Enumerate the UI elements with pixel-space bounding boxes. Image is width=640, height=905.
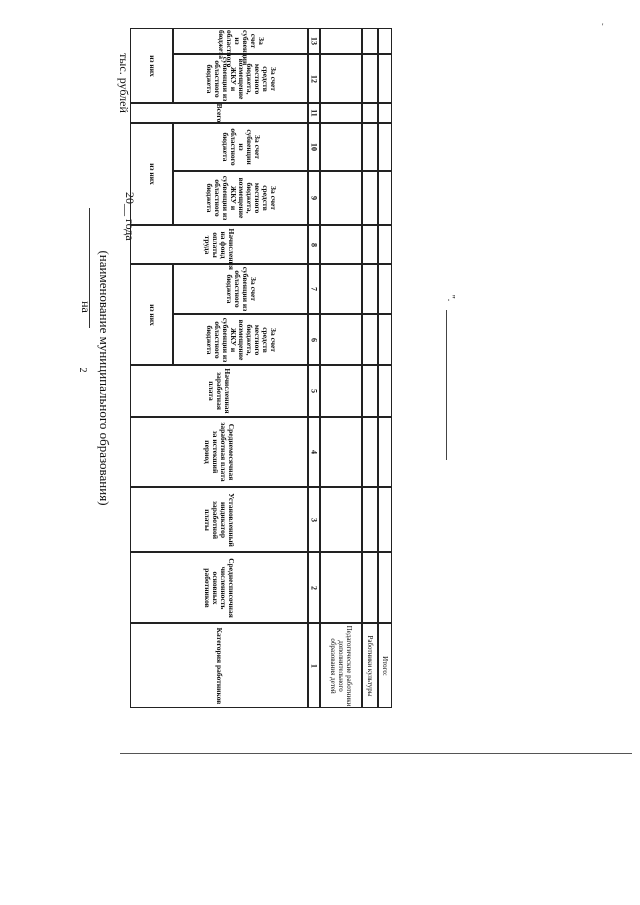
- header-col-8: [130, 225, 308, 270]
- row-1-label-text: Педагогические работники дополнительного образования детей: [329, 625, 353, 706]
- header-col-3-text: Установленный индикатор заработной платы: [203, 492, 236, 547]
- header-col-11: [130, 103, 308, 123]
- column-number-1-text: 1: [309, 663, 319, 668]
- column-number-13-text: 13: [309, 37, 319, 45]
- header-of-which-3: [130, 28, 173, 103]
- column-number-12-text: 12: [309, 74, 319, 83]
- page-number: 2: [77, 367, 88, 373]
- municipality-caption: (наименование муниципального образования): [97, 250, 112, 506]
- column-number-9-text: 9: [309, 196, 319, 200]
- signature-line: [446, 310, 447, 460]
- header-col-1: [130, 623, 308, 708]
- header-of-which-2: [130, 123, 173, 225]
- header-col-5: [130, 365, 308, 417]
- header-col-5-text: Начисленная заработная плата: [207, 368, 232, 414]
- header-col-13-text: За счет субвенции из областного бюджета: [216, 30, 266, 68]
- header-col-9: [173, 171, 308, 225]
- column-number-2-text: 2: [309, 585, 319, 590]
- header-col-6: [173, 314, 308, 365]
- header-of-which-3-text: из них: [147, 54, 157, 77]
- column-number-7-text: 7: [309, 287, 319, 291]
- column-number-11-text: 11: [309, 109, 319, 117]
- signature-quote: ".: [445, 294, 456, 302]
- column-number-6-text: 6: [309, 337, 319, 342]
- spacer: [174, 28, 175, 29]
- column-number-5-text: 5: [309, 389, 319, 393]
- header-col-11-text: Всего: [215, 103, 224, 123]
- row-2-label-text: Работники культуры: [366, 634, 374, 696]
- header-col-10: [173, 123, 308, 171]
- bottom-divider: [120, 753, 632, 754]
- table-top-edge: [130, 28, 390, 38]
- header-col-9-text: За счет средств местного бюджета, возмещение ЖКУ и субвенции из областного бюджета: [204, 175, 278, 221]
- header-col-6-text: За счет средств местного бюджета, возмещение ЖКУ и субвенции из областного бюджета: [204, 317, 278, 362]
- column-number-4-text: 4: [309, 450, 319, 454]
- header-col-3: [130, 487, 308, 552]
- period-prefix: на: [79, 301, 93, 313]
- units-label: тыс. рублей: [117, 53, 131, 113]
- header-col-4-text: Среднемесячная заработная плата за истекший период: [203, 422, 236, 482]
- header-of-which-1-text: из них: [147, 303, 157, 326]
- column-number-8-text: 8: [309, 242, 319, 247]
- header-col-1-text: Категория работников: [215, 627, 224, 704]
- header-of-which-2-text: из них: [147, 163, 157, 185]
- header-col-2: [130, 552, 308, 623]
- corner-mark: ': [602, 22, 604, 31]
- header-of-which-1: [130, 264, 173, 365]
- header-col-7-text: За счет субвенции из областного бюджета: [224, 266, 258, 312]
- header-col-8-text: Начисления на фонд оплаты труда: [203, 228, 236, 270]
- column-number-10-text: 10: [309, 143, 319, 151]
- table-body: [308, 38, 390, 708]
- header-col-7: [173, 264, 308, 314]
- row-3-label-text: Итого:: [381, 655, 389, 676]
- header-col-2-text: Среднесписочная численность основных работников: [203, 557, 236, 618]
- header-col-4: [130, 417, 308, 487]
- period-year: 20__ года: [123, 192, 137, 241]
- column-number-3-text: 3: [309, 517, 319, 522]
- header-col-12-text: За счет средств местного бюджета, возмещение ЖКУ и субвенции из областного бюджета: [204, 56, 278, 101]
- header-col-10-text: За счет субвенции из областного бюджета: [220, 128, 262, 166]
